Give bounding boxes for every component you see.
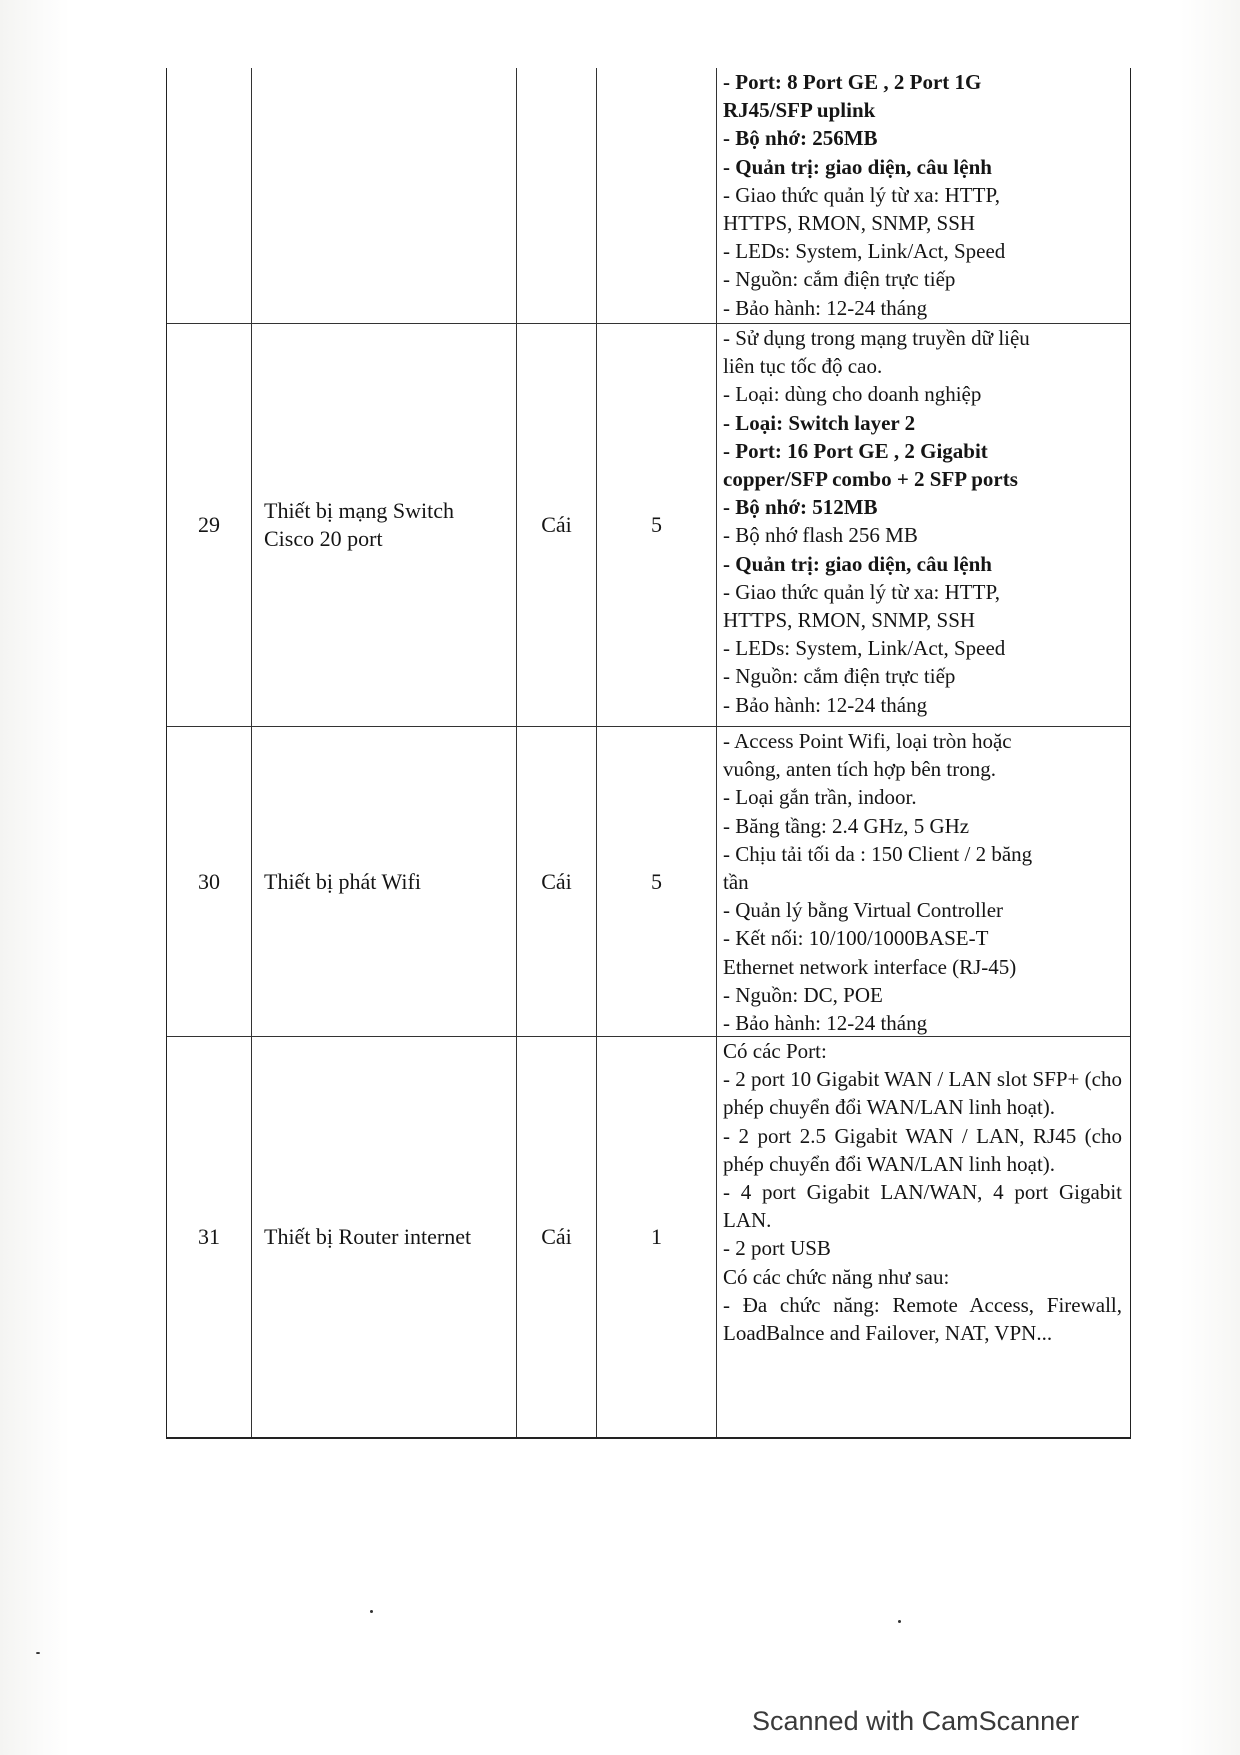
name-cell: Thiết bị Router internet <box>252 1037 517 1437</box>
spec-line: vuông, anten tích hợp bên trong. <box>723 757 996 782</box>
spec-line: - 2 port USB <box>723 1236 831 1261</box>
qty-cell: 1 <box>597 1037 717 1437</box>
spec-line: RJ45/SFP uplink <box>723 98 876 123</box>
spec-line: - Sử dụng trong mạng truyền dữ liệu <box>723 326 1030 350</box>
spec-line: - Quản lý bằng Virtual Controller <box>723 898 1004 923</box>
scan-speck <box>370 1610 373 1613</box>
spec-line: Có các chức năng như sau: <box>723 1264 950 1289</box>
spec-line: - Nguồn: cắm điện trực tiếp <box>723 664 956 689</box>
spec-line: - LEDs: System, Link/Act, Speed <box>723 239 1006 264</box>
spec-line: - Nguồn: cắm điện trực tiếp <box>723 267 956 292</box>
spec-line: - Chịu tải tối da : 150 Client / 2 băng <box>723 841 1033 866</box>
spec-line: - Bảo hành: 12-24 tháng <box>723 295 928 320</box>
spec-line: - Bộ nhớ: 512MB <box>723 495 878 520</box>
name-cell: Thiết bị phát Wifi <box>252 727 517 1036</box>
unit-cell: Cái <box>517 727 597 1036</box>
spec-cell <box>717 68 1130 323</box>
unit-cell: Cái <box>517 324 597 726</box>
spec-line: HTTPS, RMON, SNMP, SSH <box>723 608 976 633</box>
stt-cell: 29 <box>167 324 252 726</box>
spec-line: - Loại: Switch layer 2 <box>723 410 916 435</box>
spec-line: - Giao thức quản lý từ xa: HTTP, <box>723 579 1001 604</box>
spec-line: - Port: 16 Port GE , 2 Gigabit <box>723 438 988 463</box>
spec-line: - Loại gắn trần, indoor. <box>723 785 917 810</box>
spec-line: tần <box>723 870 749 895</box>
spec-line: - LEDs: System, Link/Act, Speed <box>723 636 1006 661</box>
qty-cell: 5 <box>597 324 717 726</box>
spec-line: Ethernet network interface (RJ-45) <box>723 954 1017 979</box>
table-row <box>167 68 1130 323</box>
spec-line: - Quản trị: giao diện, câu lệnh <box>723 551 992 576</box>
table-row <box>167 323 1130 726</box>
camscanner-watermark: Scanned with CamScanner <box>752 1706 1080 1736</box>
scan-speck <box>36 1652 40 1654</box>
spec-line: - Loại: dùng cho doanh nghiệp <box>723 382 982 407</box>
spec-cell <box>717 1037 1130 1437</box>
scan-speck <box>898 1620 901 1623</box>
name-cell <box>252 68 517 323</box>
spec-line: - Bảo hành: 12-24 tháng <box>723 692 928 717</box>
stt-cell <box>167 68 252 323</box>
spec-cell <box>717 324 1130 726</box>
spec-line: - 2 port 2.5 Gigabit WAN / LAN, RJ45 (cho phép chuyển đổi WAN/LAN linh hoạt). <box>723 1123 1122 1176</box>
spec-line: Có các Port: <box>723 1039 827 1063</box>
spec-line: - 2 port 10 Gigabit WAN / LAN slot SFP+ (cho phép chuyển đổi WAN/LAN linh hoạt). <box>723 1067 1122 1120</box>
spec-line: - Bảo hành: 12-24 tháng <box>723 1011 928 1036</box>
table-row <box>167 726 1130 1036</box>
spec-line: copper/SFP combo + 2 SFP ports <box>723 467 1018 492</box>
stt-cell: 30 <box>167 727 252 1036</box>
spec-line: liên tục tốc độ cao. <box>723 354 883 379</box>
qty-cell: 5 <box>597 727 717 1036</box>
spec-line: - Quản trị: giao diện, câu lệnh <box>723 154 992 179</box>
spec-line: - Giao thức quản lý từ xa: HTTP, <box>723 182 1001 207</box>
unit-cell <box>517 68 597 323</box>
spec-line: - 4 port Gigabit LAN/WAN, 4 port Gigabit LAN. <box>723 1180 1122 1233</box>
qty-cell <box>597 68 717 323</box>
stt-cell: 31 <box>167 1037 252 1437</box>
spec-line: - Bộ nhớ: 256MB <box>723 126 878 151</box>
spec-line: HTTPS, RMON, SNMP, SSH <box>723 211 976 236</box>
equipment-table <box>166 68 1131 1439</box>
spec-line: - Đa chức năng: Remote Access, Firewall, LoadBalnce and Failover, NAT, VPN... <box>723 1292 1122 1346</box>
spec-line: - Kết nối: 10/100/1000BASE-T <box>723 926 989 951</box>
unit-cell: Cái <box>517 1037 597 1437</box>
name-cell: Thiết bị mạng Switch Cisco 20 port <box>252 324 517 726</box>
spec-cell <box>717 727 1130 1036</box>
spec-line: - Port: 8 Port GE , 2 Port 1G <box>723 70 982 94</box>
spec-line: - Bộ nhớ flash 256 MB <box>723 523 918 548</box>
spec-line: - Nguồn: DC, POE <box>723 982 883 1007</box>
spec-line: - Access Point Wifi, loại tròn hoặc <box>723 729 1012 753</box>
table-row <box>167 1036 1130 1437</box>
spec-line: - Băng tầng: 2.4 GHz, 5 GHz <box>723 813 970 838</box>
